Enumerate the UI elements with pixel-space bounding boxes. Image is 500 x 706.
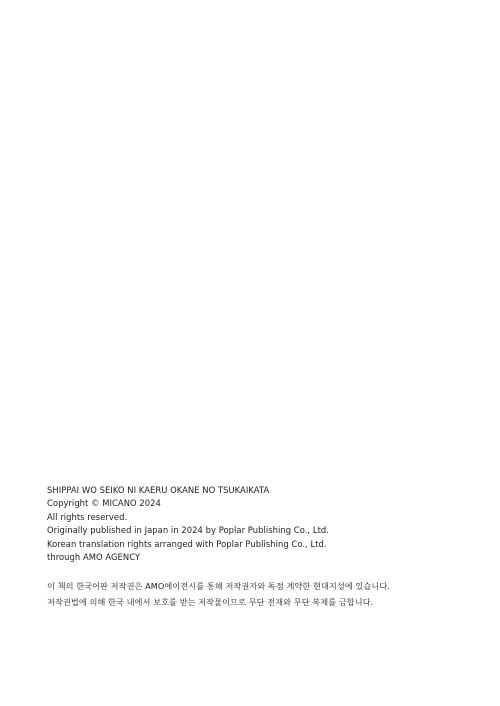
translation-rights-line: Korean translation rights arranged with Poplar Publishing Co., Ltd. xyxy=(47,538,327,549)
copyright-page xyxy=(47,484,487,610)
korean-notice-line-2: 저작권법에 의해 한국 내에서 보호를 받는 저작물이므로 무단 전재와 무단 복제를 금합니다. xyxy=(47,597,374,608)
agency-line: through AMO AGENCY xyxy=(47,552,141,563)
rights-line: All rights reserved. xyxy=(47,511,128,522)
original-title: SHIPPAI WO SEIKO NI KAERU OKANE NO TSUKAIKATA xyxy=(47,485,270,495)
copyright-line: Copyright © MICANO 2024 xyxy=(47,498,161,509)
korean-notice xyxy=(47,578,487,610)
korean-notice-line-1: 이 책의 한국어판 저작권은 AMO에이전시를 통해 저작권자와 독점 계약한 현대지성에 있습니다. xyxy=(47,581,390,592)
original-publication-line: Originally published in Japan in 2024 by Poplar Publishing Co., Ltd. xyxy=(47,525,329,536)
